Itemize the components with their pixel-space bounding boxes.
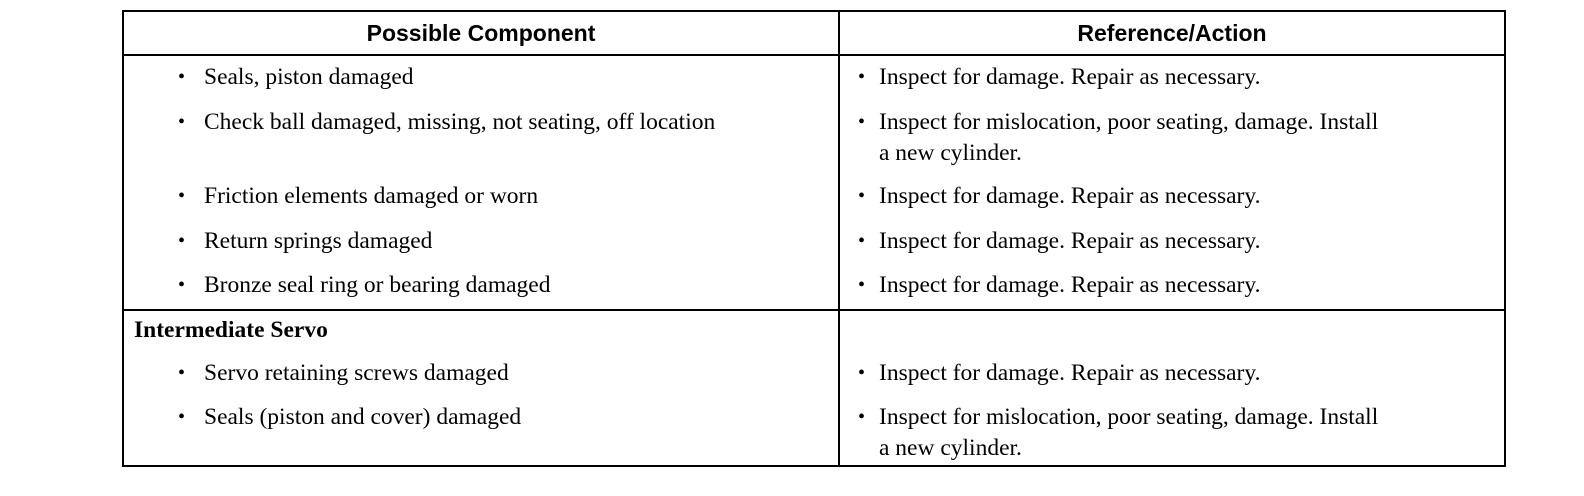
bullet: • xyxy=(858,66,866,88)
action-cell-line-2: a new cylinder. xyxy=(879,140,1022,166)
bullet: • xyxy=(858,230,866,252)
table-header-row xyxy=(124,12,1504,56)
bullet: • xyxy=(178,230,186,252)
bullet: • xyxy=(858,406,866,428)
bullet: • xyxy=(178,406,186,428)
action-cell-line-1: Inspect for mislocation, poor seating, damage. Install xyxy=(879,109,1379,135)
bullet: • xyxy=(858,185,866,207)
column-divider xyxy=(838,12,840,465)
component-cell: Return springs damaged xyxy=(204,228,433,254)
component-cell: Servo retaining screws damaged xyxy=(204,360,509,386)
bullet: • xyxy=(178,111,186,133)
bullet: • xyxy=(858,274,866,296)
bullet: • xyxy=(178,274,186,296)
action-cell: Inspect for damage. Repair as necessary. xyxy=(879,360,1261,386)
bullet: • xyxy=(178,66,186,88)
action-cell: Inspect for damage. Repair as necessary. xyxy=(879,183,1261,209)
component-cell: Friction elements damaged or worn xyxy=(204,183,539,209)
bullet: • xyxy=(858,111,866,133)
action-cell-line-2: a new cylinder. xyxy=(879,435,1022,461)
bullet: • xyxy=(178,362,186,384)
action-cell: Inspect for damage. Repair as necessary. xyxy=(879,272,1261,298)
action-cell-line-1: Inspect for mislocation, poor seating, damage. Install xyxy=(879,404,1379,430)
action-cell: Inspect for damage. Repair as necessary. xyxy=(879,64,1261,90)
component-cell: Seals, piston damaged xyxy=(204,64,414,90)
group-label-intermediate-servo: Intermediate Servo xyxy=(134,317,328,343)
section-divider xyxy=(124,309,1504,311)
component-cell: Seals (piston and cover) damaged xyxy=(204,404,522,430)
header-reference-action: Reference/Action xyxy=(1077,20,1267,46)
diagnosis-table xyxy=(122,10,1506,467)
bullet: • xyxy=(178,185,186,207)
header-possible-component: Possible Component xyxy=(366,20,596,46)
component-cell: Check ball damaged, missing, not seating, off location xyxy=(204,109,716,135)
component-cell: Bronze seal ring or bearing damaged xyxy=(204,272,551,298)
bullet: • xyxy=(858,362,866,384)
action-cell: Inspect for damage. Repair as necessary. xyxy=(879,228,1261,254)
